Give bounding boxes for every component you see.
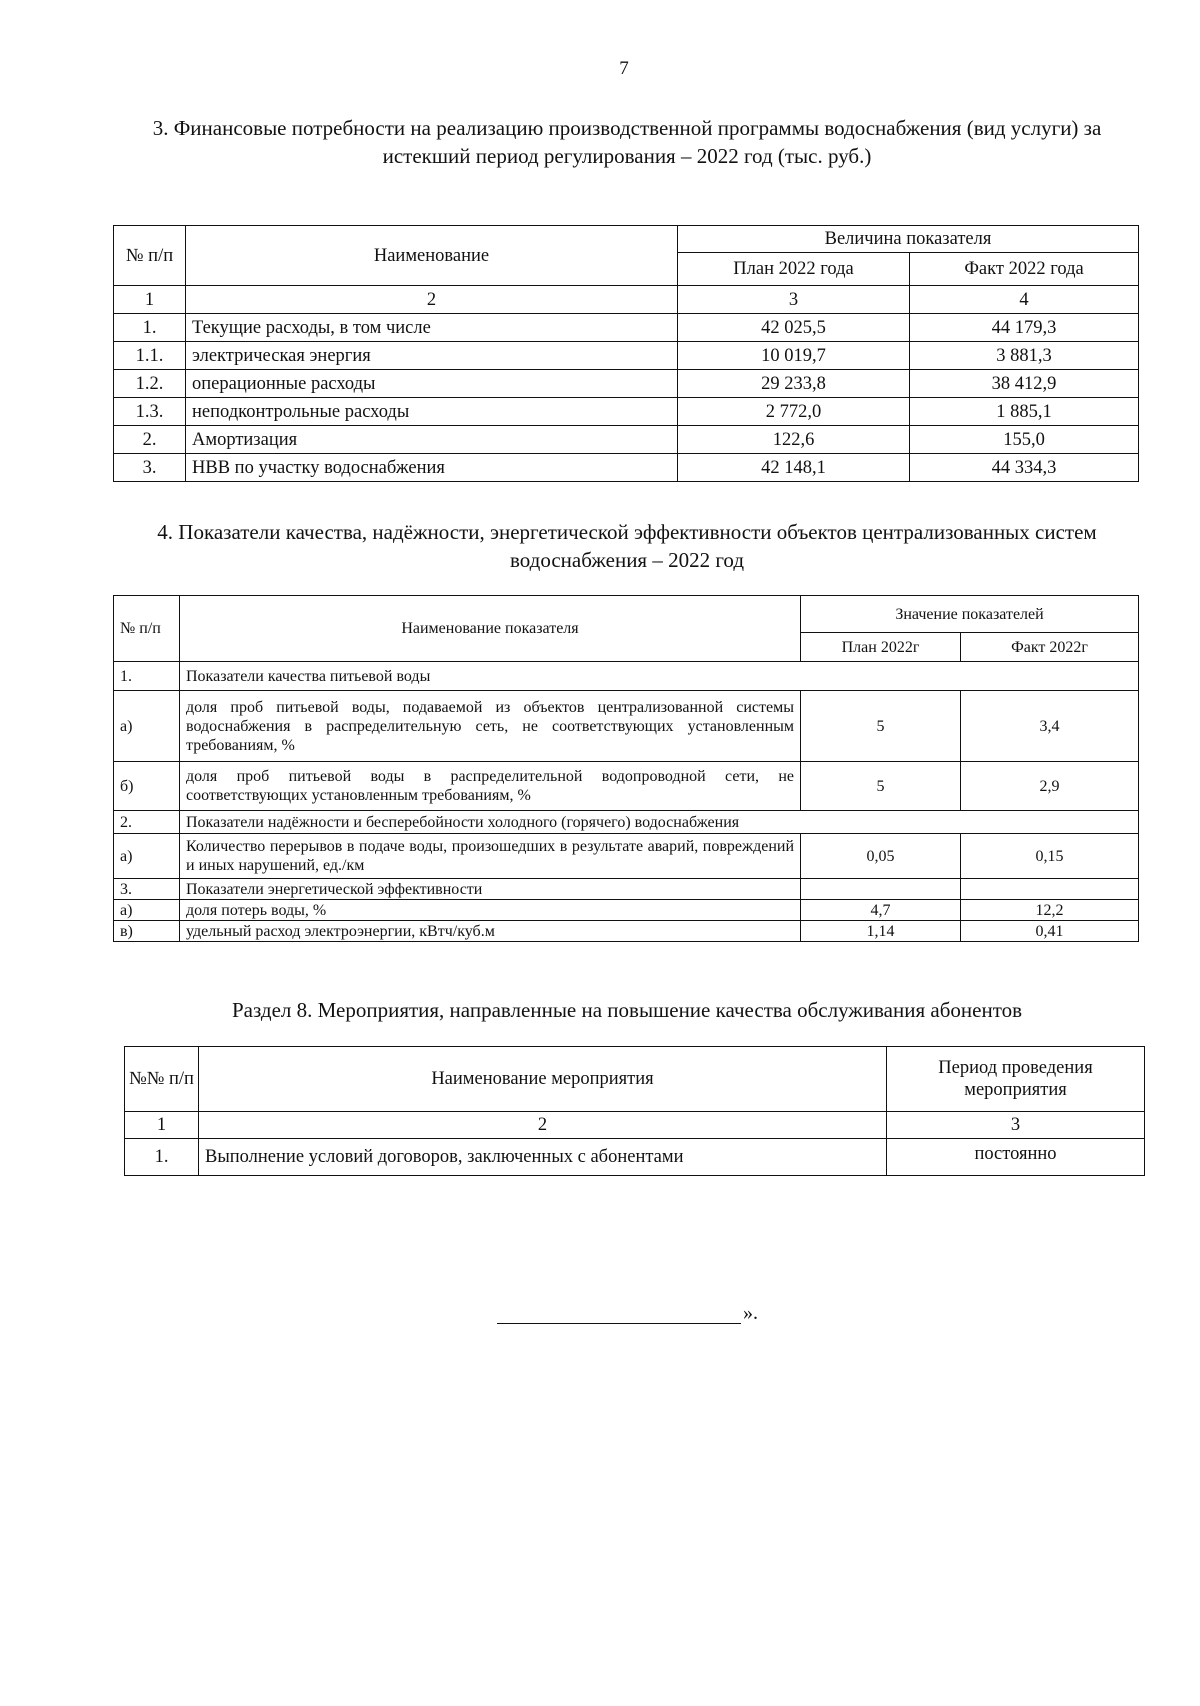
- table-row: [114, 900, 1139, 921]
- table-row: [114, 921, 1139, 942]
- row-num: 1.2.: [114, 370, 186, 398]
- column-number: 2: [199, 1112, 887, 1139]
- header-num: № п/п: [114, 226, 186, 286]
- row-plan: 2 772,0: [678, 398, 910, 426]
- header-value-group: Значение показателей: [801, 596, 1139, 633]
- row-num: 2.: [114, 811, 180, 834]
- row-num: 1.: [114, 662, 180, 691]
- header-period: Период проведения мероприятия: [887, 1047, 1145, 1112]
- row-num: 1.1.: [114, 342, 186, 370]
- column-number: 4: [910, 286, 1139, 314]
- row-fact: 12,2: [961, 900, 1139, 921]
- section-8-title-text: Раздел 8. Мероприятия, направленные на повышение качества обслуживания абонентов: [231, 998, 1023, 1022]
- table-row-group: [114, 662, 1139, 691]
- row-fact: 3 881,3: [910, 342, 1139, 370]
- table-row: [114, 398, 1139, 426]
- table-row-group: [114, 811, 1139, 834]
- column-number: 3: [678, 286, 910, 314]
- row-fact: 44 179,3: [910, 314, 1139, 342]
- column-number-row: [114, 286, 1139, 314]
- row-num: а): [114, 691, 180, 762]
- row-num: 3.: [114, 454, 186, 482]
- closing-quote: ».: [743, 1302, 758, 1324]
- header-fact: Факт 2022г: [961, 633, 1139, 662]
- financial-needs-table: [113, 225, 1139, 482]
- row-plan: 10 019,7: [678, 342, 910, 370]
- table-row: [114, 762, 1139, 811]
- row-plan: 42 148,1: [678, 454, 910, 482]
- row-fact: 44 334,3: [910, 454, 1139, 482]
- section-3-title-line-2: истекший период регулирования – 2022 год (тыс. руб.): [382, 144, 872, 168]
- row-fact: 0,15: [961, 834, 1139, 879]
- table-row: [114, 370, 1139, 398]
- column-number: 3: [887, 1112, 1145, 1139]
- row-num: а): [114, 900, 180, 921]
- row-num: 3.: [114, 879, 180, 900]
- section-3-title-line-1: 3. Финансовые потребности на реализацию производственной программы водоснабжения (вид услуги) за: [152, 116, 1102, 140]
- row-name: Текущие расходы, в том числе: [186, 314, 678, 342]
- table-row: [114, 834, 1139, 879]
- row-plan: 42 025,5: [678, 314, 910, 342]
- header-name: Наименование показателя: [180, 596, 801, 662]
- row-plan: 4,7: [801, 900, 961, 921]
- column-number-row: [125, 1112, 1145, 1139]
- table-row: [114, 314, 1139, 342]
- header-plan: План 2022 года: [678, 253, 910, 286]
- row-num: в): [114, 921, 180, 942]
- section-4-title-line-1: 4. Показатели качества, надёжности, энергетической эффективности объектов централизованных систем: [157, 520, 1097, 544]
- row-name: доля проб питьевой воды, подаваемой из объектов централизованной системы водоснабжения в распределительную сеть, не соответствующих установленным требованиям, %: [180, 691, 801, 762]
- signature-line: [497, 1323, 741, 1324]
- row-num: 1.3.: [114, 398, 186, 426]
- header-value-group: Величина показателя: [678, 226, 1139, 253]
- section-4-title: [112, 518, 1142, 574]
- row-name: Показатели надёжности и бесперебойности холодного (горячего) водоснабжения: [180, 811, 1139, 834]
- page-number: 7: [619, 58, 629, 79]
- row-name: электрическая энергия: [186, 342, 678, 370]
- row-plan: [801, 879, 961, 900]
- row-num: 1.: [125, 1139, 199, 1176]
- quality-indicators-table: [113, 595, 1139, 942]
- row-name: доля потерь воды, %: [180, 900, 801, 921]
- column-number: 1: [114, 286, 186, 314]
- row-plan: 0,05: [801, 834, 961, 879]
- header-num: №№ п/п: [125, 1047, 199, 1112]
- row-num: 2.: [114, 426, 186, 454]
- row-name: Амортизация: [186, 426, 678, 454]
- row-plan: 122,6: [678, 426, 910, 454]
- row-name: Показатели энергетической эффективности: [180, 879, 801, 900]
- row-plan: 5: [801, 691, 961, 762]
- column-number: 1: [125, 1112, 199, 1139]
- row-name: Выполнение условий договоров, заключенных с абонентами: [199, 1139, 887, 1176]
- row-fact: 1 885,1: [910, 398, 1139, 426]
- header-num: № п/п: [114, 596, 180, 662]
- row-fact: [961, 879, 1139, 900]
- table-row: [114, 426, 1139, 454]
- row-name: НВВ по участку водоснабжения: [186, 454, 678, 482]
- row-fact: 0,41: [961, 921, 1139, 942]
- row-name: удельный расход электроэнергии, кВтч/куб.м: [180, 921, 801, 942]
- column-number: 2: [186, 286, 678, 314]
- header-fact: Факт 2022 года: [910, 253, 1139, 286]
- row-num: б): [114, 762, 180, 811]
- subscriber-service-events-table: [124, 1046, 1145, 1176]
- row-name: Количество перерывов в подаче воды, произошедших в результате аварий, повреждений и иных нарушений, ед./км: [180, 834, 801, 879]
- row-fact: 2,9: [961, 762, 1139, 811]
- table-row: [114, 342, 1139, 370]
- row-period: постоянно: [887, 1139, 1145, 1176]
- header-plan: План 2022г: [801, 633, 961, 662]
- row-name: доля проб питьевой воды в распределительной водопроводной сети, не соответствующих установленным требованиям, %: [180, 762, 801, 811]
- row-name: Показатели качества питьевой воды: [180, 662, 1139, 691]
- row-num: а): [114, 834, 180, 879]
- row-fact: 3,4: [961, 691, 1139, 762]
- table-row: [114, 691, 1139, 762]
- table-row: [114, 454, 1139, 482]
- row-plan: 5: [801, 762, 961, 811]
- row-name: неподконтрольные расходы: [186, 398, 678, 426]
- table-row: [125, 1139, 1145, 1176]
- section-8-title: [112, 996, 1142, 1024]
- row-fact: 38 412,9: [910, 370, 1139, 398]
- row-num: 1.: [114, 314, 186, 342]
- row-plan: 29 233,8: [678, 370, 910, 398]
- row-name: операционные расходы: [186, 370, 678, 398]
- section-3-title: [112, 114, 1142, 170]
- header-name: Наименование мероприятия: [199, 1047, 887, 1112]
- section-4-title-line-2: водоснабжения – 2022 год: [509, 548, 745, 572]
- header-name: Наименование: [186, 226, 678, 286]
- table-row: [114, 879, 1139, 900]
- row-fact: 155,0: [910, 426, 1139, 454]
- row-plan: 1,14: [801, 921, 961, 942]
